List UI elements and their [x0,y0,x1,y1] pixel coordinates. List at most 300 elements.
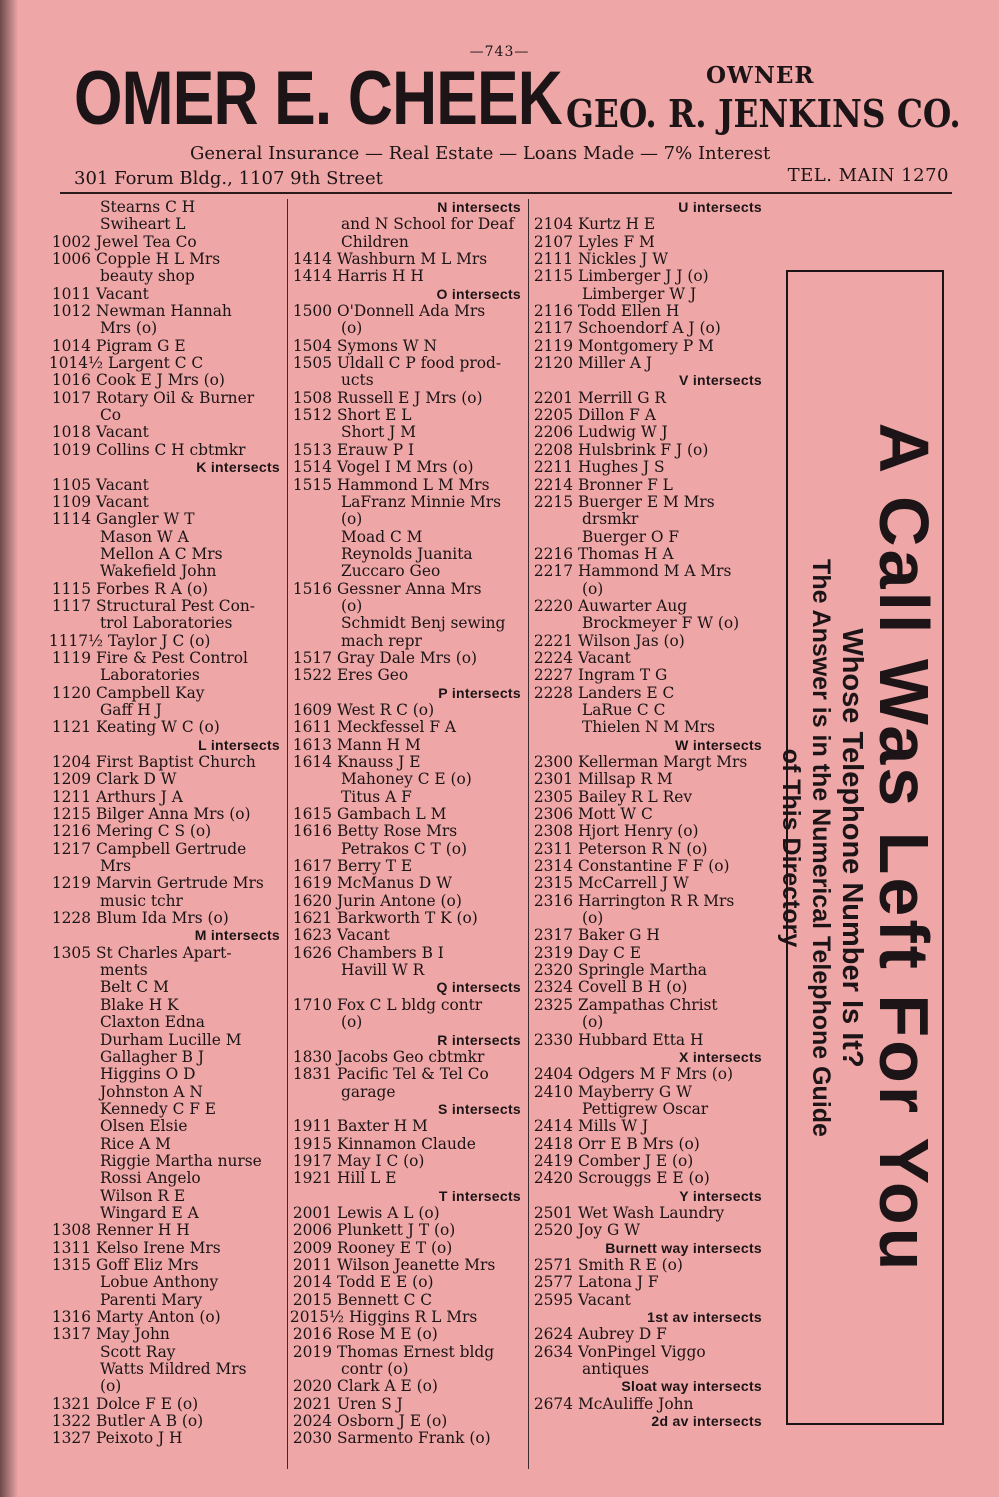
house-number: 1014½ [48,354,103,373]
house-number [530,702,578,719]
services-line: General Insurance — Real Estate — Loans Made — 7% Interest [190,143,771,164]
house-number [530,719,578,736]
resident-name: Hammond L M Mrs [337,475,490,494]
directory-entry [48,1344,284,1361]
resident-name: Latona J F [578,1273,659,1292]
house-number: 2116 [533,302,573,321]
house-number [289,789,337,806]
resident-name: Durham Lucille M [100,1030,242,1049]
directory-entry [530,962,766,979]
house-number: 2319 [533,943,573,962]
house-number: 2674 [533,1394,573,1413]
resident-name: Fire & Pest Control [96,648,248,667]
house-number: 2317 [533,926,573,945]
resident-name: contr (o) [341,1360,409,1379]
resident-name: McManus D W [337,874,452,893]
house-number: 1500 [292,302,332,321]
resident-name: Campbell Kay [96,683,205,702]
directory-entry [48,511,284,528]
directory-entry [48,1326,284,1343]
house-number [289,1361,337,1378]
house-number: 1120 [51,683,91,702]
house-number: 2324 [533,978,573,997]
house-number: 1621 [292,909,332,928]
directory-entry [530,806,766,823]
resident-name: (o) [582,1013,604,1032]
directory-entry [289,1361,525,1378]
directory-entry [530,927,766,944]
house-number: 2577 [533,1273,573,1292]
resident-name: Plunkett J T (o) [337,1221,456,1240]
house-number: 2006 [292,1221,332,1240]
directory-entry [530,494,766,511]
house-number [48,529,96,546]
directory-entry [48,997,284,1014]
street-intersection-heading: 2d av intersects [651,1413,762,1430]
resident-name: (o) [341,1013,363,1032]
resident-name: Campbell Gertrude [96,839,247,858]
house-number [289,1084,337,1101]
resident-name: Co [100,406,122,425]
directory-entry [289,702,525,719]
resident-name: Forbes R A (o) [96,579,208,598]
resident-name: Nickles J W [578,250,669,269]
house-number: 2595 [533,1290,573,1309]
directory-entry [530,442,766,459]
resident-name: Berry T E [337,857,413,876]
resident-name: Vacant [96,284,149,303]
resident-name: Jacobs Geo cbtmkr [337,1047,485,1066]
house-number [48,1361,96,1378]
street-intersection-heading: L intersects [198,736,280,753]
house-number: 2024 [292,1412,332,1431]
directory-entry [289,372,525,389]
directory-column-1 [48,199,284,1448]
directory-entry [289,858,525,875]
resident-name: Blum Ida Mrs (o) [96,909,229,928]
house-number: 2308 [533,822,573,841]
resident-name: Pacific Tel & Tel Co [337,1065,489,1084]
directory-entry [48,1170,284,1187]
directory-entry [530,1205,766,1222]
directory-entry [289,216,525,233]
directory-entry [48,650,284,667]
resident-name: Peixoto J H [96,1429,183,1448]
house-number: 2414 [533,1117,573,1136]
resident-name: Osborn J E (o) [337,1412,448,1431]
directory-entry [289,1344,525,1361]
street-intersection-heading: U intersects [678,199,762,215]
house-number [48,1049,96,1066]
resident-name: Scrouggs E E (o) [578,1169,710,1188]
house-number [530,286,578,303]
resident-name: May I C (o) [337,1151,425,1170]
house-number: 2418 [533,1134,573,1153]
house-number: 1311 [51,1238,91,1257]
house-number: 1917 [292,1151,332,1170]
street-intersection-heading: O intersects [436,285,521,302]
directory-entry [289,338,525,355]
directory-entry [289,563,525,580]
house-number: 2301 [533,770,573,789]
resident-name: Ludwig W J [578,423,668,442]
directory-entry [530,910,766,927]
house-number [530,529,578,546]
house-number: 1017 [51,388,91,407]
directory-entry [48,1257,284,1274]
owner-label: OWNER [706,62,815,89]
resident-name: beauty shop [100,267,195,286]
house-number: 2227 [533,666,573,685]
resident-name: Pettigrew Oscar [582,1099,709,1118]
house-number [530,1361,578,1378]
resident-name: Renner H H [96,1221,190,1240]
resident-name: Taylor J C (o) [108,631,211,650]
resident-name: Dolce F E (o) [96,1394,199,1413]
directory-entry [48,407,284,424]
house-number [48,1066,96,1083]
resident-name: drsmkr [582,510,639,529]
house-number: 1508 [292,388,332,407]
resident-name: Uren S J [337,1394,403,1413]
directory-entry [48,858,284,875]
resident-name: Wakefield John [100,562,217,581]
directory-entry [530,1274,766,1291]
resident-name: Largent C C [108,354,204,373]
directory-entry [530,1136,766,1153]
resident-name: Short J M [341,423,416,442]
street-intersection-heading: V intersects [679,372,762,389]
resident-name: VonPingel Viggo [578,1342,706,1361]
house-number [530,1101,578,1118]
resident-name: Sarmento Frank (o) [337,1429,491,1448]
house-number: 2015 [292,1290,332,1309]
directory-entry [530,251,766,268]
directory-entry [530,702,766,719]
directory-entry [530,1032,766,1049]
house-number [530,581,578,598]
directory-entry [48,216,284,233]
directory-entry [530,615,766,632]
directory-entry [289,1014,525,1031]
street-intersection-heading: X intersects [679,1048,762,1065]
house-number [48,1205,96,1222]
house-number: 2224 [533,648,573,667]
resident-name: Buerger O F [582,527,680,546]
resident-name: Gallagher B J [100,1047,204,1066]
directory-entry [48,823,284,840]
resident-name: Buerger E M Mrs [578,492,715,511]
house-number: 2305 [533,787,573,806]
resident-name: Symons W N [337,336,437,355]
house-number [48,268,96,285]
resident-name: West R C (o) [337,700,435,719]
resident-name: First Baptist Church [96,753,256,771]
house-number: 1321 [51,1394,91,1413]
house-number: 2115 [533,267,573,286]
directory-entry [530,633,766,650]
telephone-guide-ad [777,270,944,1425]
resident-name: Mann H M [337,735,421,754]
resident-name: Baxter H M [337,1117,428,1136]
directory-entry [289,1326,525,1343]
house-number: 1614 [292,753,332,771]
directory-entry [530,546,766,563]
house-number: 1911 [292,1117,332,1136]
directory-entry [289,823,525,840]
house-number: 1710 [292,995,332,1014]
house-number: 1014 [51,336,91,355]
house-number: 2624 [533,1325,573,1344]
house-number [48,1014,96,1031]
directory-entry [289,598,525,615]
house-number [289,563,337,580]
resident-name: Bennett C C [337,1290,433,1309]
house-number: 1117½ [48,631,103,650]
house-number: 2228 [533,683,573,702]
house-number: 1121 [51,718,91,737]
resident-name: Riggie Martha nurse [100,1151,262,1170]
resident-name: Comber J E (o) [578,1151,694,1170]
resident-name: Orr E B Mrs (o) [578,1134,700,1153]
house-number: 2011 [292,1255,332,1274]
directory-entry [48,1309,284,1326]
directory-entry [48,685,284,702]
house-number [48,320,96,337]
resident-name: Thielen N M Mrs [582,718,716,737]
directory-entry [530,1396,766,1413]
resident-name: (o) [341,596,363,615]
house-number: 1228 [51,909,91,928]
directory-entry [48,268,284,285]
resident-name: Auwarter Aug [578,596,688,615]
directory-entry [289,1430,525,1447]
house-number: 1505 [292,354,332,373]
resident-name: Short E L [337,406,412,425]
directory-entry [530,719,766,736]
house-number [48,702,96,719]
resident-name: antiques [582,1360,649,1379]
directory-entry [289,1413,525,1430]
resident-name: Olsen Elsie [100,1117,188,1136]
house-number: 2211 [533,458,573,477]
resident-name: Moad C M [341,527,423,546]
directory-entry [289,546,525,563]
directory-entry [289,477,525,494]
house-number: 1830 [292,1047,332,1066]
house-number: 1921 [292,1169,332,1188]
resident-name: Mellon A C Mrs [100,544,223,563]
directory-entry [530,355,766,372]
house-number: 2206 [533,423,573,442]
house-number: 1209 [51,770,91,789]
directory-entry [289,511,525,528]
house-number [289,372,337,389]
directory-entry [530,1344,766,1361]
house-number: 2311 [533,839,573,858]
resident-name: Lewis A L (o) [337,1203,440,1222]
house-number: 2201 [533,388,573,407]
resident-name: Zampathas Christ [578,995,718,1014]
resident-name: Pigram G E [96,336,186,355]
directory-entry [48,1153,284,1170]
directory-entry [289,355,525,372]
resident-name: Goff Eliz Mrs [96,1255,199,1274]
house-number [289,320,337,337]
directory-entry [530,563,766,580]
house-number: 2030 [292,1429,332,1448]
directory-entry [530,979,766,996]
directory-entry [48,1049,284,1066]
house-number [48,893,96,910]
house-number [48,1101,96,1118]
directory-entry [48,372,284,389]
directory-entry [530,945,766,962]
house-number: 2019 [292,1342,332,1361]
directory-entry [530,390,766,407]
directory-entry [289,1274,525,1291]
resident-name: Rossi Angelo [100,1169,201,1188]
resident-name: Aubrey D F [578,1325,667,1344]
resident-name: Dillon F A [578,406,656,425]
resident-name: LaRue C C [582,700,666,719]
directory-entry [48,962,284,979]
house-number: 2571 [533,1255,573,1274]
house-number [289,1014,337,1031]
directory-entry [530,598,766,615]
directory-entry [48,286,284,303]
resident-name: Gray Dale Mrs (o) [337,648,478,667]
directory-entry [289,1136,525,1153]
house-number: 1322 [51,1412,91,1431]
resident-name: Lobue Anthony [100,1273,219,1292]
brand-name: OMER E. CHEEK [74,56,562,141]
directory-entry [48,1274,284,1291]
house-number [48,1136,96,1153]
resident-name: Wilson R E [100,1186,186,1205]
resident-name: Erauw P I [337,440,415,459]
resident-name: Miller A J [578,354,653,373]
resident-name: Limberger J J (o) [578,267,709,286]
street-intersection-heading: P intersects [438,684,521,701]
resident-name: Baker G H [578,926,660,945]
house-number: 1414 [292,250,332,269]
resident-name: Vacant [96,492,149,511]
directory-entry [48,598,284,615]
resident-name: Mott W C [578,805,653,824]
resident-name: Bilger Anna Mrs (o) [96,805,251,824]
resident-name: Kellerman Margt Mrs [578,753,748,771]
resident-name: Wingard E A [100,1203,199,1222]
resident-name: St Charles Apart- [96,943,232,962]
house-number: 1517 [292,648,332,667]
street-intersection-heading: W intersects [675,736,762,753]
resident-name: Vacant [578,648,631,667]
directory-entry [48,806,284,823]
resident-name: Scott Ray [100,1342,176,1361]
directory-entry [48,1188,284,1205]
house-number: 1315 [51,1255,91,1274]
house-number: 1615 [292,805,332,824]
house-number: 1609 [292,700,332,719]
directory-entry [289,615,525,632]
directory-entry [530,216,766,233]
directory-entry [48,702,284,719]
directory-entry [48,1118,284,1135]
page-number: —743— [469,44,530,60]
directory-entry [48,424,284,441]
directory-entry [530,459,766,476]
house-number: 1119 [51,648,91,667]
resident-name: Covell B H (o) [578,978,688,997]
resident-name: Keating W C (o) [96,718,220,737]
directory-entry [289,1257,525,1274]
resident-name: Constantine F F (o) [578,857,730,876]
house-number: 1006 [51,250,91,269]
directory-entry [48,1205,284,1222]
house-number: 1117 [51,596,91,615]
resident-name: Mrs (o) [100,319,158,338]
resident-name: Todd Ellen H [578,302,680,321]
house-number: 2420 [533,1169,573,1188]
directory-entry [530,581,766,598]
column-divider [287,199,288,1469]
house-number: 1002 [51,232,91,251]
column-divider [528,199,529,1469]
house-number [48,1170,96,1187]
house-number [48,1344,96,1361]
house-number: 1215 [51,805,91,824]
owner-name: GEO. R. JENKINS CO. [566,91,961,136]
house-number: 2217 [533,562,573,581]
house-number [530,910,578,927]
house-number: 2330 [533,1030,573,1049]
directory-entry [289,650,525,667]
house-number: 1317 [51,1325,91,1344]
house-number: 2404 [533,1065,573,1084]
resident-name: Bronner F L [578,475,673,494]
resident-name: mach repr [341,631,422,650]
resident-name: Lyles F M [578,232,655,251]
house-number: 1619 [292,874,332,893]
house-number: 2410 [533,1082,573,1101]
resident-name: Wilson Jas (o) [578,631,685,650]
house-number [48,407,96,424]
resident-name: Stearns C H [100,198,196,216]
directory-entry [289,1222,525,1239]
house-number: 1305 [51,943,91,962]
directory-entry [48,355,284,372]
directory-entry [48,979,284,996]
ad-answer: The Answer is in the Numerical Telephone Guide [807,558,835,1137]
house-number: 2021 [292,1394,332,1413]
directory-entry [48,633,284,650]
directory-entry [530,1257,766,1274]
directory-entry [289,251,525,268]
house-number: 1115 [51,579,91,598]
directory-entry [48,754,284,771]
directory-entry [48,234,284,251]
house-number: 1513 [292,440,332,459]
directory-column-2 [289,199,525,1448]
directory-entry [530,823,766,840]
resident-name: Marty Anton (o) [96,1308,221,1326]
directory-entry [289,1292,525,1309]
resident-name: (o) [341,319,363,338]
house-number [48,858,96,875]
directory-entry [48,390,284,407]
house-number: 1316 [51,1308,91,1326]
